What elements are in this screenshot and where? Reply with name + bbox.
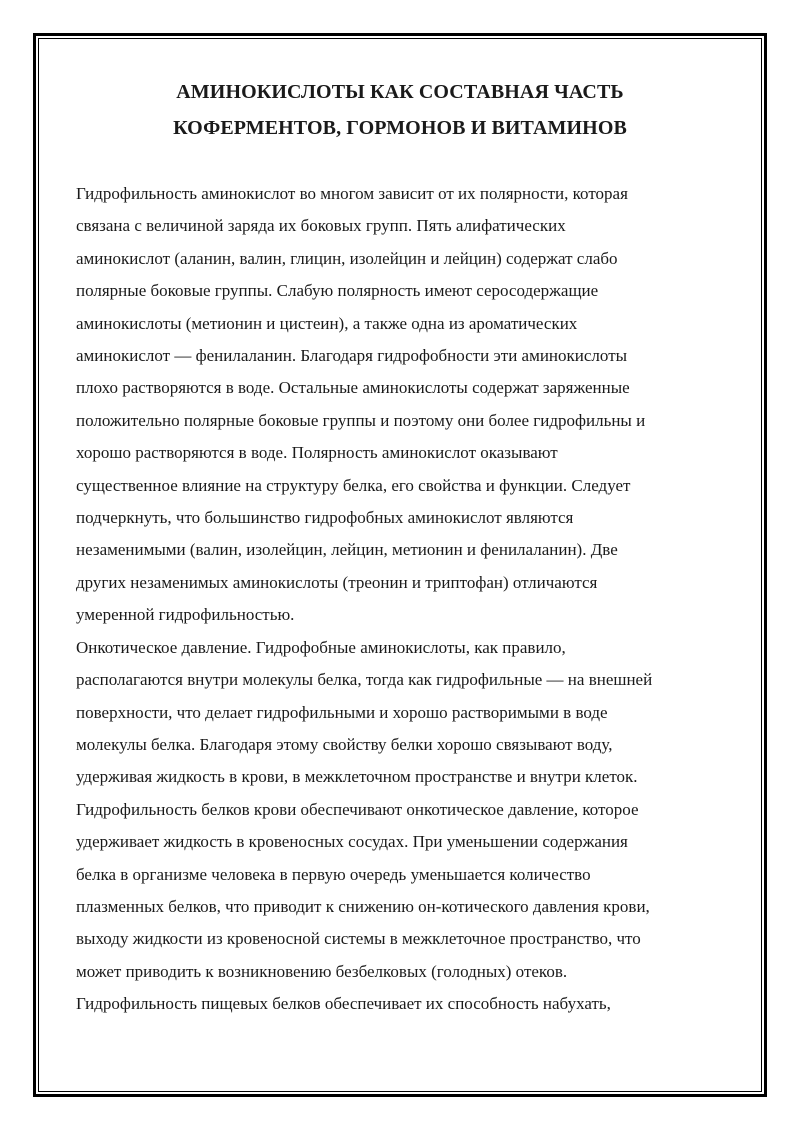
text-line: белка в организме человека в первую очередь уменьшается количество bbox=[76, 864, 591, 884]
text-line: положительно полярные боковые группы и поэтому они более гидрофильны и bbox=[76, 410, 646, 430]
text-line: поверхности, что делает гидрофильными и хорошо растворимыми в воде bbox=[76, 702, 608, 722]
title-line: КОФЕРМЕНТОВ, ГОРМОНОВ И ВИТАМИНОВ bbox=[173, 117, 627, 139]
text-line: умеренной гидрофильностью. bbox=[76, 605, 295, 625]
body-text bbox=[76, 178, 736, 1021]
text-line: располагаются внутри молекулы белка, тогда как гидрофильные — на внешней bbox=[76, 670, 653, 690]
text-line: Гидрофильность белков крови обеспечивают онкотическое давление, которое bbox=[76, 799, 639, 819]
text-line: существенное влияние на структуру белка, его свойства и функции. Следует bbox=[76, 475, 631, 495]
text-line: удерживая жидкость в крови, в межклеточном пространстве и внутри клеток. bbox=[76, 767, 638, 787]
document-title bbox=[0, 74, 800, 146]
text-line: аминокислоты (метионин и цистеин), а также одна из ароматических bbox=[76, 313, 578, 333]
text-line: молекулы белка. Благодаря этому свойству белки хорошо связывают воду, bbox=[76, 734, 613, 754]
title-line: АМИНОКИСЛОТЫ КАК СОСТАВНАЯ ЧАСТЬ bbox=[176, 81, 624, 103]
text-line: Гидрофильность пищевых белков обеспечивает их способность набухать, bbox=[76, 994, 611, 1014]
text-line: незаменимыми (валин, изолейцин, лейцин, метионин и фенилаланин). Две bbox=[76, 540, 618, 560]
text-line: хорошо растворяются в воде. Полярность аминокислот оказывают bbox=[76, 443, 558, 463]
text-line: аминокислот — фенилаланин. Благодаря гидрофобности эти аминокислоты bbox=[76, 346, 628, 366]
text-line: может приводить к возникновению безбелковых (голодных) отеков. bbox=[76, 961, 568, 981]
text-line: плохо растворяются в воде. Остальные аминокислоты содержат заряженные bbox=[76, 378, 630, 398]
text-line: полярные боковые группы. Слабую полярность имеют серосодержащие bbox=[76, 281, 599, 301]
text-line: плазменных белков, что приводит к снижению он-котического давления крови, bbox=[76, 896, 650, 916]
text-line: Гидрофильность аминокислот во многом зависит от их полярности, которая bbox=[76, 184, 628, 203]
text-line: Онкотическое давление. Гидрофобные аминокислоты, как правило, bbox=[76, 637, 566, 657]
text-line: других незаменимых аминокислоты (треонин и триптофан) отличаются bbox=[76, 572, 598, 592]
text-line: выходу жидкости из кровеносной системы в межклеточное пространство, что bbox=[76, 929, 641, 949]
text-line: связана с величиной заряда их боковых групп. Пять алифатических bbox=[76, 216, 566, 236]
text-line: подчеркнуть, что большинство гидрофобных аминокислот являются bbox=[76, 508, 574, 528]
text-line: удерживает жидкость в кровеносных сосудах. При уменьшении содержания bbox=[76, 832, 628, 852]
text-line: аминокислот (аланин, валин, глицин, изолейцин и лейцин) содержат слабо bbox=[76, 248, 618, 268]
